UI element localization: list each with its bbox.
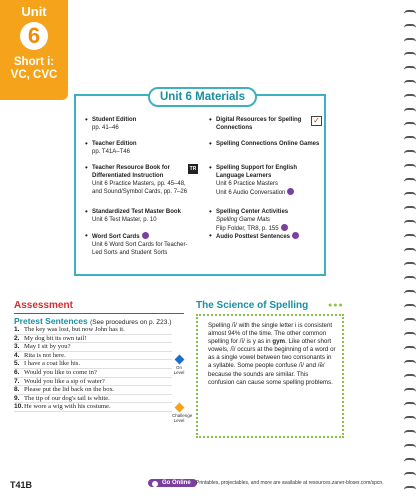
spiral-ring (404, 192, 416, 196)
assessment-heading: Assessment (14, 300, 73, 311)
list-item: 6. Would you like to come in? (14, 369, 172, 378)
list-item: 3. May I sit by you? (14, 343, 172, 352)
unit-label: Unit (21, 4, 47, 19)
spiral-ring (404, 444, 416, 448)
spiral-binding (402, 0, 416, 500)
spiral-ring (404, 38, 416, 42)
list-item: • TR Teacher Resource Book for Differentiated Instruction Unit 6 Practice Masters, pp. 45–48, and Sound/Symbol Cards, pp. 7–26 (84, 164, 202, 196)
page-footer (0, 474, 416, 500)
diamond-icon (174, 403, 184, 413)
spiral-ring (404, 10, 416, 14)
list-item: • Standardized Test Master Book Unit 6 Test Master, p. 10 (84, 208, 181, 224)
spiral-ring (404, 276, 416, 280)
science-of-spelling-box (196, 314, 344, 438)
spiral-ring (404, 458, 416, 462)
list-item: 4. Rita is not here. (14, 352, 172, 361)
list-item: • Spelling Connections Online Games (208, 140, 319, 148)
spiral-ring (404, 150, 416, 154)
list-item: 8. Please put the lid back on the box. (14, 386, 172, 395)
spiral-ring (404, 164, 416, 168)
diamond-icon (174, 355, 184, 365)
spiral-ring (404, 318, 416, 322)
list-item: 2. My dog bit its own tail! (14, 335, 172, 344)
list-item: 1. The key was lost, but now John has it. (14, 326, 172, 335)
spiral-ring (404, 108, 416, 112)
challenge-level-marker: Challenge Level (172, 404, 186, 423)
spiral-ring (404, 416, 416, 420)
checkmark-box-icon: • ✓ (311, 116, 322, 126)
science-text: Spelling /ĭ/ with the single letter i is consistent almost 94% of the time. The other common spelling for /ĭ/ is y as in gym. Like other short vowels, /ĭ/ occurs at the beginning of a word or as a single vowel between two consonants in a syllable. Some people confuse /ĭ/ and /ĕ/ because the sounds are similar. This confusion can cause some spelling problems. (208, 322, 336, 386)
unit-tab (0, 0, 68, 100)
dots-decoration: ●●● (328, 302, 344, 309)
pretest-title: Pretest Sentences (See procedures on p. Z23.) (14, 316, 172, 326)
list-item: 7. Would you like a sip of water? (14, 378, 172, 387)
list-item: 10.He wore a wig with his costume. (14, 403, 172, 412)
spiral-ring (404, 360, 416, 364)
spiral-ring (404, 346, 416, 350)
science-of-spelling-title: The Science of Spelling (196, 300, 309, 311)
spiral-ring (404, 248, 416, 252)
spiral-ring (404, 332, 416, 336)
disc-icon (287, 188, 294, 195)
spiral-ring (404, 402, 416, 406)
page-number: T41B (10, 480, 33, 490)
list-item: • Audio Posttest Sentences (208, 232, 299, 241)
disc-icon (142, 232, 149, 239)
spiral-ring (404, 374, 416, 378)
list-item: 9. The tip of our dog's tail is white. (14, 395, 172, 404)
spiral-ring (404, 220, 416, 224)
list-item: • Word Sort Cards Unit 6 Word Sort Cards for Teacher- Led Sorts and Student Sorts (84, 232, 187, 257)
spiral-ring (404, 388, 416, 392)
spiral-ring (404, 234, 416, 238)
spiral-ring (404, 304, 416, 308)
pretest-sentence-list (14, 326, 172, 412)
spiral-ring (404, 178, 416, 182)
go-online-button[interactable]: Go Online (148, 479, 197, 487)
spiral-ring (404, 24, 416, 28)
list-item: 5. I have a coat like his. (14, 360, 172, 369)
spiral-ring (404, 66, 416, 70)
on-level-marker: On Level (172, 356, 186, 375)
list-item: • Spelling Support for English Language Learners Unit 6 Practice Masters Unit 6 Audio Conversation (208, 164, 326, 197)
spiral-ring (404, 290, 416, 294)
spiral-ring (404, 52, 416, 56)
disc-icon (281, 224, 288, 231)
unit-number-badge: 6 (20, 22, 48, 50)
spiral-ring (404, 122, 416, 126)
list-item: • Spelling Center Activities Spelling Game Mats Flip Folder, TR8, p. 155 (208, 208, 288, 233)
materials-title: Unit 6 Materials (148, 87, 257, 107)
spiral-ring (404, 262, 416, 266)
list-item: • Teacher Edition pp. T41A–T46 (84, 140, 137, 156)
spiral-ring (404, 80, 416, 84)
footer-note: Printables, projectables, and more are available at resources.zaner-bloser.com/spcn. (196, 480, 384, 486)
short-vowel-label: Short i: (13, 56, 55, 68)
pattern-label: VC, CVC (10, 69, 58, 81)
spiral-ring (404, 206, 416, 210)
divider (14, 313, 184, 314)
spiral-ring (404, 430, 416, 434)
materials-box (74, 91, 326, 276)
disc-icon (292, 232, 299, 239)
list-item: • Student Edition pp. 41–46 (84, 116, 136, 132)
spiral-ring (404, 94, 416, 98)
spiral-ring (404, 136, 416, 140)
list-item: • ✓ Digital Resources for Spelling Connections (208, 116, 322, 132)
teacher-resource-book-icon: • TR (189, 166, 197, 172)
